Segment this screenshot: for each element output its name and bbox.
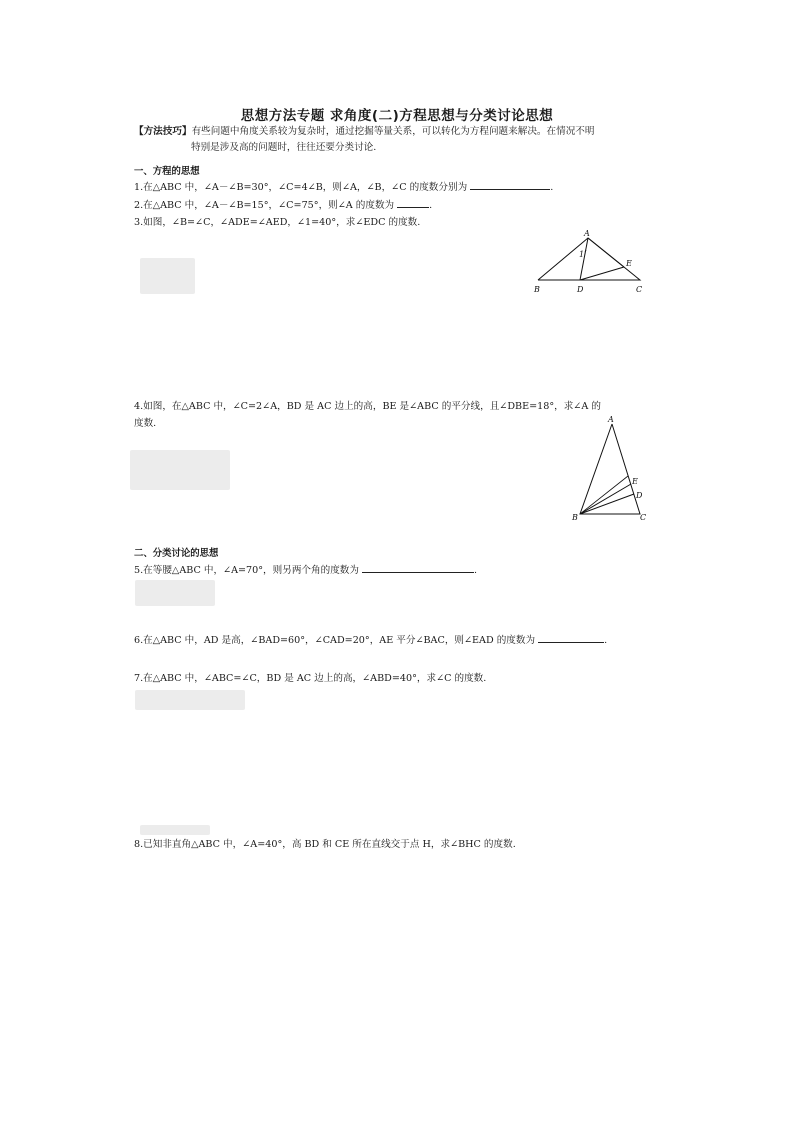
method-tip-line1: 有些问题中角度关系较为复杂时，通过挖掘等量关系，可以转化为方程问题来解决。在情况不明 [191,126,595,137]
triangle-abc [538,238,640,280]
label-a: A [584,229,590,238]
question-2 [134,196,432,214]
question-3: 3.如图，∠B=∠C，∠ADE=∠AED，∠1=40°，求∠EDC 的度数. [134,217,421,228]
label-e: E [632,477,638,486]
question-1-period: . [550,182,554,193]
label-c: C [636,285,643,294]
label-b: B [534,285,540,294]
label-angle-1: 1 [579,250,585,259]
question-3-figure [530,228,648,296]
scan-smudge [140,825,210,835]
scan-smudge [135,690,245,710]
question-2-answer-blank[interactable] [397,196,429,208]
method-tip-line2: 特别是涉及高的问题时，往往还要分类讨论. [191,142,377,153]
question-7: 7.在△ABC 中，∠ABC=∠C，BD 是 AC 边上的高，∠ABD=40°，求∠C 的度数. [134,673,487,684]
question-1-answer-blank[interactable] [470,178,550,190]
question-5-text: 5.在等腰△ABC 中，∠A=70°，则另两个角的度数为 [134,565,359,576]
scan-smudge [140,258,195,294]
label-e: E [626,259,632,268]
label-d: D [577,285,584,294]
question-5 [134,561,477,579]
question-6-answer-blank[interactable] [538,631,604,643]
page-title: 思想方法专题 求角度(二)方程思想与分类讨论思想 [240,108,554,124]
section-case-heading: 二、分类讨论的思想 [134,548,219,559]
section-equation-heading: 一、方程的思想 [134,166,200,177]
label-a: A [608,415,614,424]
triangle-abc [580,424,640,514]
scan-smudge [130,450,230,490]
segment-bd [580,494,634,514]
question-6-period: . [604,635,608,646]
question-2-text: 2.在△ABC 中，∠A－∠B=15°，∠C=75°，则∠A 的度数为 [134,200,395,211]
question-2-period: . [429,200,433,211]
question-6-text: 6.在△ABC 中，AD 是高，∠BAD=60°，∠CAD=20°，AE 平分∠BAC，则∠EAD 的度数为 [134,635,536,646]
method-tip-tag: 【方法技巧】 [134,126,192,137]
question-1 [134,178,553,196]
segment-ae [588,238,624,267]
question-5-answer-blank[interactable] [362,561,474,573]
label-b: B [572,513,578,522]
label-c: C [640,513,647,522]
question-4-text-line2: 度数. [134,418,157,429]
question-1-text: 1.在△ABC 中，∠A－∠B=30°，∠C=4∠B，则∠A，∠B，∠C 的度数分别为 [134,182,468,193]
question-8: 8.已知非直角△ABC 中，∠A=40°，高 BD 和 CE 所在直线交于点 H，求∠BHC 的度数. [134,839,516,850]
method-tip [134,124,654,156]
scan-smudge [135,580,215,606]
label-d: D [636,491,643,500]
segment-be [580,484,631,514]
question-5-period: . [474,565,478,576]
question-4-figure [570,414,650,522]
question-4-text-line1: 4.如图，在△ABC 中，∠C=2∠A，BD 是 AC 边上的高，BE 是∠ABC 的平分线，且∠DBE=18°，求∠A 的 [134,401,601,412]
segment-de [580,267,624,280]
question-6 [134,631,607,649]
